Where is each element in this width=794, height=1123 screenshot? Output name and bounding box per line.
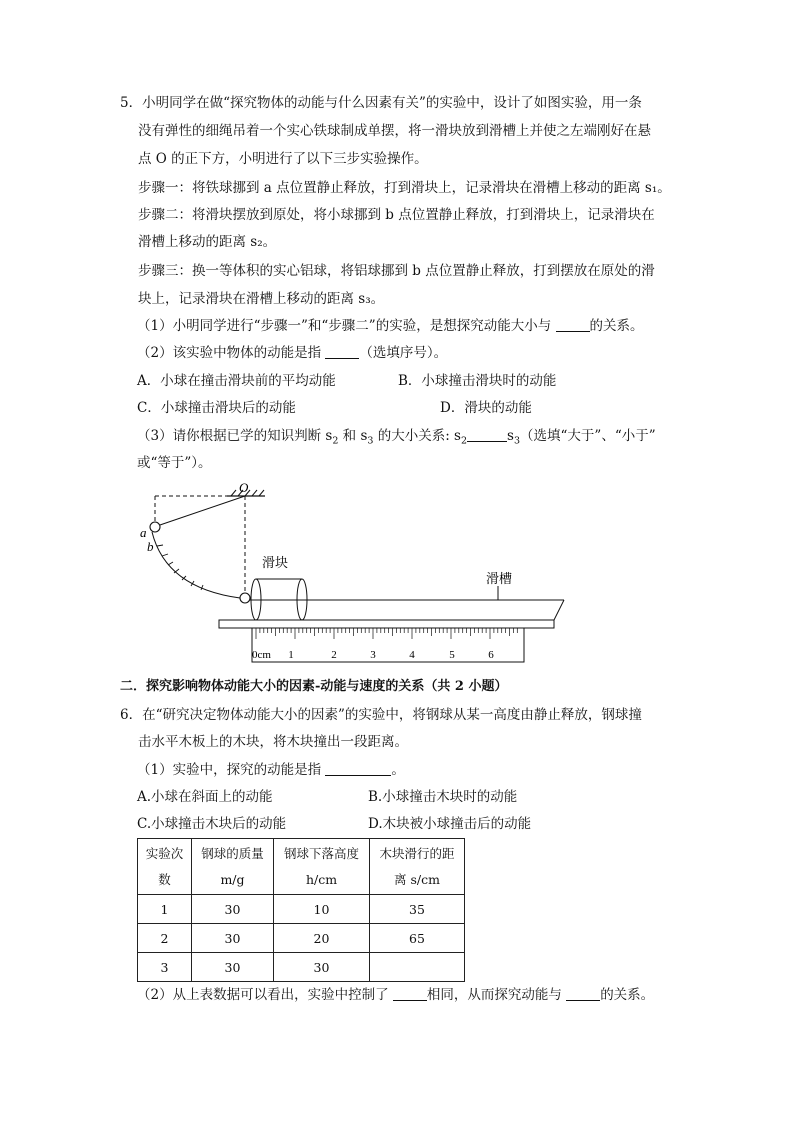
ruler-label-5: 5 — [449, 649, 455, 661]
ruler-unit-label: 0cm — [252, 649, 271, 661]
answer-blank[interactable] — [467, 427, 507, 442]
q6-part2: （2）从上表数据可以看出，实验中控制了 相同，从而探究动能与 的关系。 — [137, 987, 655, 1003]
ruler-label-6: 6 — [488, 649, 494, 661]
q5-step1: 步骤一：将铁球挪到 a 点位置静止释放，打到滑块上，记录滑块在滑槽上移动的距离 s₁。 — [138, 180, 671, 196]
q5-line-1: 5．小明同学在做“探究物体的动能与什么因素有关”的实验中，设计了如图实验，用一条 — [120, 95, 642, 111]
swing-arc — [152, 532, 240, 598]
label-o: O — [239, 480, 249, 495]
pendulum-string — [157, 496, 245, 526]
table-cell-empty[interactable] — [370, 953, 465, 982]
q5-option-c: C．小球撞击滑块后的动能 — [137, 400, 296, 416]
q6-part1: （1）实验中，探究的动能是指 。 — [137, 762, 405, 778]
table-cell: 30 — [192, 895, 274, 924]
table-cell: 2 — [138, 924, 192, 953]
label-b: b — [147, 539, 154, 554]
table-cell: 30 — [192, 953, 274, 982]
q5-part2: （2）该实验中物体的动能是指 （选填序号）。 — [137, 345, 448, 361]
ball-at-a — [150, 522, 160, 532]
section-2-title: 二．探究影响物体动能大小的因素-动能与速度的关系（共 2 小题） — [120, 679, 508, 694]
q5-part3: （3）请你根据已学的知识判断 $s_2$ 和 $s_3$ 的大小关系: $s_2$ $s_3$（选填“大于”、“小于” — [137, 428, 656, 447]
experiment-table — [137, 838, 465, 982]
table-cell: 1 — [138, 895, 192, 924]
q5-part1: （1）小明同学进行“步骤一”和“步骤二”的实验，是想探究动能大小与 的关系。 — [137, 318, 644, 334]
q6-line-1: 6．在“研究决定物体动能大小的因素”的实验中，将钢球从某一高度由静止释放，钢球撞 — [120, 707, 642, 723]
q6-option-b: B.小球撞击木块时的动能 — [368, 789, 518, 805]
label-track: 滑槽 — [486, 571, 513, 586]
table-cell: 10 — [274, 895, 370, 924]
table-cell: 30 — [192, 924, 274, 953]
q5-step2-cont: 滑槽上移动的距离 s₂。 — [138, 234, 277, 250]
header-cell: 实验次 数 — [138, 839, 192, 895]
q5-line-2: 没有弹性的细绳吊着一个实心铁球制成单摆，将一滑块放到滑槽上并使之左端刚好在悬 — [138, 123, 651, 139]
q5-option-b: B．小球撞击滑块时的动能 — [398, 373, 557, 389]
q5-step2: 步骤二：将滑块摆放到原处，将小球挪到 b 点位置静止释放，打到滑块上，记录滑块在 — [138, 207, 655, 223]
table-cell: 20 — [274, 924, 370, 953]
q5-option-a: A．小球在撞击滑块前的平均动能 — [137, 373, 336, 389]
q5-part3-cont: 或“等于”）。 — [137, 455, 212, 471]
table-cell: 65 — [370, 924, 465, 953]
pendulum-slider-diagram — [130, 476, 590, 672]
answer-blank[interactable] — [566, 986, 600, 1001]
table-row — [138, 953, 465, 982]
answer-blank[interactable] — [325, 344, 359, 359]
ruler-label-2: 2 — [331, 649, 337, 661]
table-header-row — [138, 839, 465, 895]
q6-line-2: 击水平木板上的木块，将木块撞出一段距离。 — [138, 734, 408, 750]
answer-blank[interactable] — [556, 317, 590, 332]
table-row — [138, 895, 465, 924]
q5-step3-cont: 块上，记录滑块在滑槽上移动的距离 s₃。 — [138, 291, 385, 307]
table-cell: 3 — [138, 953, 192, 982]
header-cell: 钢球的质量 m/g — [192, 839, 274, 895]
q6-option-c: C.小球撞击木块后的动能 — [137, 816, 287, 832]
answer-blank[interactable] — [393, 986, 427, 1001]
q5-option-d: D．滑块的动能 — [440, 400, 532, 416]
table-cell: 30 — [274, 953, 370, 982]
base-plate — [219, 620, 554, 628]
arc-ticks — [157, 545, 203, 590]
label-a: a — [140, 525, 147, 540]
q5-line-3: 点 O 的正下方，小明进行了以下三步实验操作。 — [138, 151, 428, 167]
header-cell: 钢球下落高度 h/cm — [274, 839, 370, 895]
ruler-label-4: 4 — [409, 649, 415, 661]
q5-step3: 步骤三：换一等体积的实心铝球，将铝球挪到 b 点位置静止释放，打到摆放在原处的滑 — [138, 263, 655, 279]
header-cell: 木块滑行的距 离 s/cm — [370, 839, 465, 895]
q6-option-d: D.木块被小球撞击后的动能 — [368, 816, 532, 832]
label-slider: 滑块 — [262, 555, 289, 570]
q6-option-a: A.小球在斜面上的动能 — [137, 789, 273, 805]
ruler-label-3: 3 — [370, 649, 376, 661]
ball-at-rest — [240, 593, 250, 603]
table-row — [138, 924, 465, 953]
answer-blank[interactable] — [325, 761, 391, 776]
ruler-label-1: 1 — [288, 649, 294, 661]
track-end — [554, 600, 564, 620]
table-cell: 35 — [370, 895, 465, 924]
